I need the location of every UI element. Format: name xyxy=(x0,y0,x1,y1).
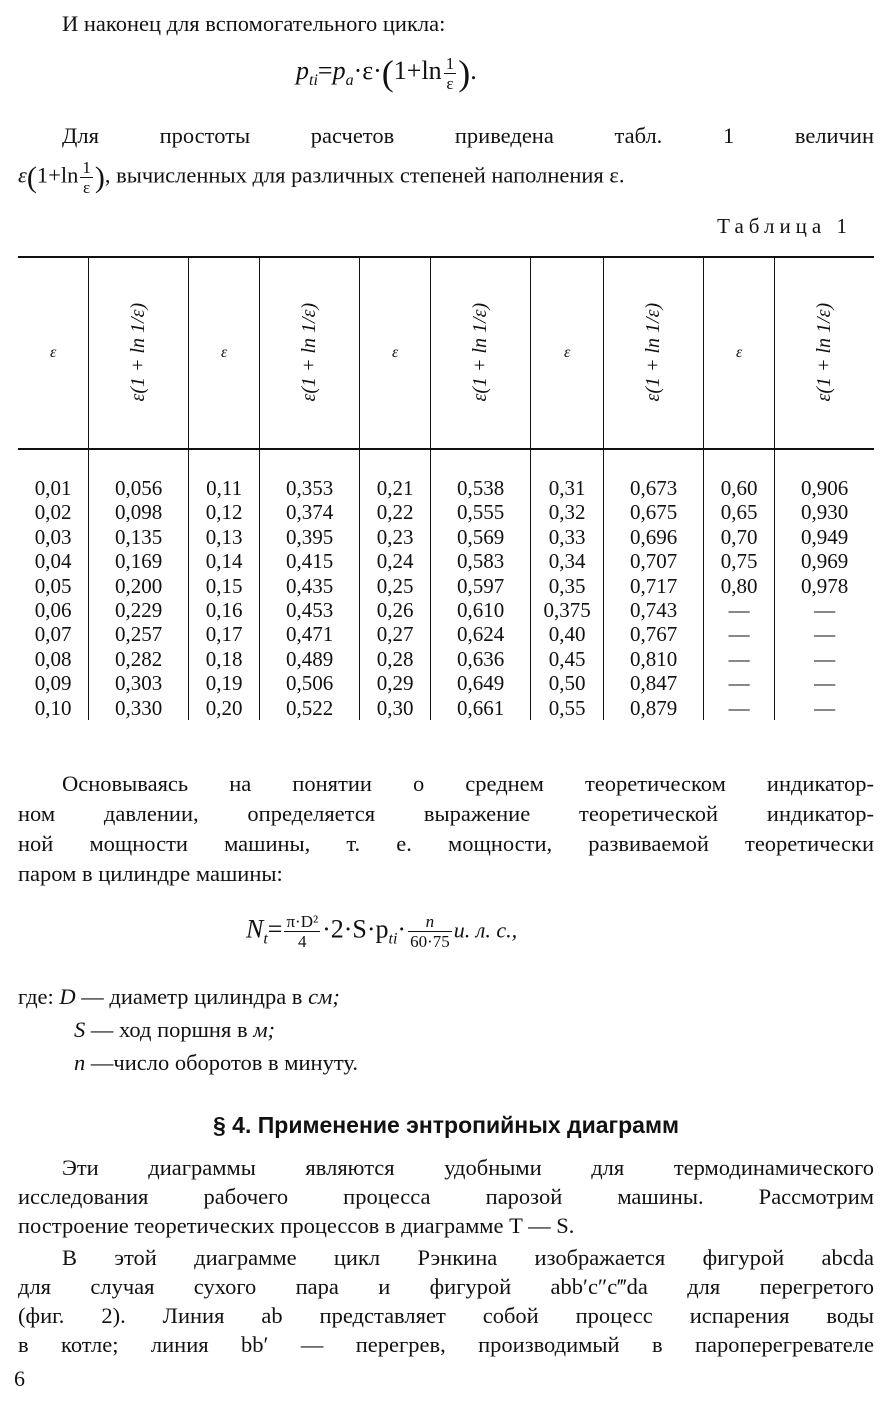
table-row xyxy=(18,500,874,524)
table-cell: 0,26 xyxy=(360,598,431,622)
table-cell: 0,01 xyxy=(18,476,89,500)
table-cell: 0,303 xyxy=(89,671,189,695)
epsilon-table xyxy=(18,256,874,720)
table-cell: 0,33 xyxy=(531,525,604,549)
table-cell: 0,673 xyxy=(604,476,704,500)
table-cell: 0,949 xyxy=(801,524,849,549)
table-cell: 0,395 xyxy=(260,525,360,549)
table-cell: 0,50 xyxy=(531,671,604,695)
para3-line3: построение теоретических процессов в диаграмме T — S. xyxy=(18,1213,575,1238)
table-cell: 0,453 xyxy=(260,598,360,622)
table-cell: 0,435 xyxy=(260,574,360,598)
table-cell: 0,13 xyxy=(189,525,260,549)
table-cell: 0,09 xyxy=(18,671,89,695)
table-cell: 0,40 xyxy=(531,622,604,646)
table-cell: 0,330 xyxy=(89,696,189,720)
table-cell: 0,906 xyxy=(801,476,849,500)
header-epsilon: ε xyxy=(703,257,774,449)
table-cell: 0,707 xyxy=(604,549,704,573)
table-cell: 0,02 xyxy=(18,500,89,524)
def-D: где: D — диаметр цилиндра в см; xyxy=(18,984,340,1009)
formula-p-ti: $p_{ti}=p_a\cdot\varepsilon\cdot(1+\ln$ $\frac{1}{\varepsilon}$ ). xyxy=(296,53,477,93)
table-cell: 0,45 xyxy=(531,647,604,671)
table-cell: 0,24 xyxy=(360,549,431,573)
para4-line3: (фиг. 2). Линия ab представляет собой процесс испарения воды xyxy=(18,1303,874,1328)
table-cell: 0,717 xyxy=(604,574,704,598)
table-cell: 0,10 xyxy=(18,696,89,720)
table-cell: 0,20 xyxy=(189,696,260,720)
table-cell: 0,06 xyxy=(18,598,89,622)
para2-line3: ной мощности машины, т. е. мощности, развиваемой теоретически xyxy=(18,831,874,856)
table-row xyxy=(18,574,874,598)
table-cell: 0,35 xyxy=(531,574,604,598)
table-cell: 0,29 xyxy=(360,671,431,695)
table-cell: 0,19 xyxy=(189,671,260,695)
para4-line1: В этой диаграмме цикл Рэнкина изображается фигурой abcda xyxy=(62,1245,874,1270)
formula-N-t: $N_t=$ $\frac{\text{π·D²}}{4}$ $\cdot 2\cdot S\cdot p_{ti}\cdot$ $\frac{n}{60\cdot 75}$ и. л. с., xyxy=(246,912,518,951)
table-cell: 0,11 xyxy=(189,476,260,500)
table-cell: 0,374 xyxy=(260,500,360,524)
table-cell: 0,098 xyxy=(89,500,189,524)
table-cell: 0,04 xyxy=(18,549,89,573)
page-number: 6 xyxy=(14,1366,25,1391)
table-cell: 0,056 xyxy=(89,476,189,500)
table-cell: 0,649 xyxy=(431,671,531,695)
table-cell: — xyxy=(703,622,774,646)
def-n: n —число оборотов в минуту. xyxy=(74,1050,358,1075)
table-cell: 0,15 xyxy=(189,574,260,598)
table-cell: — xyxy=(703,598,774,622)
header-epsilon: ε xyxy=(18,257,89,449)
table-row xyxy=(18,622,874,646)
table-cell: — xyxy=(814,598,836,623)
table-cell: 0,21 xyxy=(360,476,431,500)
table-cell: 0,696 xyxy=(604,525,704,549)
table-cell: 0,18 xyxy=(189,647,260,671)
header-function: ε(1 + ln 1/ε) xyxy=(775,257,874,449)
table-cell: 0,80 xyxy=(703,574,774,598)
table-cell: — xyxy=(814,695,836,720)
table-cell: 0,969 xyxy=(801,549,849,574)
table-cell: — xyxy=(814,622,836,647)
para4-line2: для случая сухого пара и фигурой abb′c″c‴da для перегретого xyxy=(18,1274,874,1299)
header-function: ε(1 + ln 1/ε) xyxy=(89,257,189,449)
table-cell: 0,65 xyxy=(703,500,774,524)
table-row xyxy=(18,647,874,671)
table-cell: 0,229 xyxy=(89,598,189,622)
table-cell: 0,257 xyxy=(89,622,189,646)
table-cell: 0,375 xyxy=(531,598,604,622)
table-row xyxy=(18,549,874,573)
table-cell: 0,522 xyxy=(260,696,360,720)
table-cell: 0,30 xyxy=(360,696,431,720)
table-cell: 0,661 xyxy=(431,696,531,720)
table-cell: 0,03 xyxy=(18,525,89,549)
table-cell: 0,34 xyxy=(531,549,604,573)
table-cell: — xyxy=(703,696,774,720)
table-cell: 0,55 xyxy=(531,696,604,720)
para4-line4: в котле; линия bb′ — перегрев, производимый в пароперегревателе xyxy=(18,1332,874,1357)
table-cell: 0,471 xyxy=(260,622,360,646)
table-cell: 0,16 xyxy=(189,598,260,622)
table-cell: 0,282 xyxy=(89,647,189,671)
table-cell: — xyxy=(814,671,836,696)
table-cell: 0,353 xyxy=(260,476,360,500)
table-cell: 0,610 xyxy=(431,598,531,622)
table-cell: — xyxy=(703,647,774,671)
table-cell: 0,70 xyxy=(703,525,774,549)
table-cell: 0,743 xyxy=(604,598,704,622)
definitions-list xyxy=(18,980,358,1079)
table-cell: 0,415 xyxy=(260,549,360,573)
table-cell: 0,135 xyxy=(89,525,189,549)
table-row xyxy=(18,525,874,549)
header-function: ε(1 + ln 1/ε) xyxy=(260,257,360,449)
table-cell: 0,624 xyxy=(431,622,531,646)
table-row xyxy=(18,671,874,695)
intro-line: И наконец для вспомогательного цикла: xyxy=(62,11,446,36)
table-cell: 0,538 xyxy=(431,476,531,500)
table-cell: 0,22 xyxy=(360,500,431,524)
table-cell: 0,583 xyxy=(431,549,531,573)
table-cell: 0,75 xyxy=(703,549,774,573)
header-epsilon: ε xyxy=(360,257,431,449)
table-caption: Таблица 1 xyxy=(717,214,852,238)
table-cell: 0,597 xyxy=(431,574,531,598)
para3-line1: Эти диаграммы являются удобными для термодинамического xyxy=(62,1155,874,1180)
header-epsilon: ε xyxy=(189,257,260,449)
table-cell: 0,506 xyxy=(260,671,360,695)
table-cell: 0,636 xyxy=(431,647,531,671)
para2-line2: ном давлении, определяется выражение теоретической индикатор- xyxy=(18,801,874,826)
table-cell: 0,767 xyxy=(604,622,704,646)
table-cell: 0,200 xyxy=(89,574,189,598)
header-function: ε(1 + ln 1/ε) xyxy=(604,257,704,449)
def-S: S — ход поршня в м; xyxy=(74,1017,276,1042)
table-cell: 0,05 xyxy=(18,574,89,598)
table-cell: 0,930 xyxy=(801,500,849,525)
para2-line1: Основываясь на понятии о среднем теоретическом индикатор- xyxy=(62,771,874,796)
table-cell: 0,169 xyxy=(89,549,189,573)
table-cell: 0,555 xyxy=(431,500,531,524)
para2-line4: паром в цилиндре машины: xyxy=(18,861,283,886)
table-cell: 0,675 xyxy=(604,500,704,524)
table-cell: 0,17 xyxy=(189,622,260,646)
table-cell: — xyxy=(703,671,774,695)
table-cell: 0,978 xyxy=(801,573,849,598)
table-cell: 0,60 xyxy=(703,476,774,500)
table-row xyxy=(18,476,874,500)
table-cell: 0,32 xyxy=(531,500,604,524)
table-cell: 0,31 xyxy=(531,476,604,500)
table-cell: — xyxy=(814,646,836,671)
table-cell: 0,08 xyxy=(18,647,89,671)
table-cell: 0,23 xyxy=(360,525,431,549)
table-cell: 0,14 xyxy=(189,549,260,573)
para3-line2: исследования рабочего процесса парозой машины. Рассмотрим xyxy=(18,1184,874,1209)
table-cell: 0,569 xyxy=(431,525,531,549)
section-heading: § 4. Применение энтропийных диаграмм xyxy=(213,1112,679,1138)
header-epsilon: ε xyxy=(531,257,604,449)
table-cell: 0,25 xyxy=(360,574,431,598)
table-cell: 0,07 xyxy=(18,622,89,646)
table-row xyxy=(18,696,874,720)
para1-line2: ε(1+ln $\frac{1}{\varepsilon}$ ), вычисленных для различных степеней наполнения ε. xyxy=(18,158,625,197)
table-cell: 0,28 xyxy=(360,647,431,671)
table-cell: 0,12 xyxy=(189,500,260,524)
table-cell: 0,27 xyxy=(360,622,431,646)
header-function: ε(1 + ln 1/ε) xyxy=(431,257,531,449)
para1-line1: Для простоты расчетов приведена табл. 1 величин xyxy=(62,123,874,148)
table-cell: 0,879 xyxy=(604,696,704,720)
table-cell: 0,489 xyxy=(260,647,360,671)
table-cell: 0,810 xyxy=(604,647,704,671)
table-cell: 0,847 xyxy=(604,671,704,695)
table-row xyxy=(18,598,874,622)
